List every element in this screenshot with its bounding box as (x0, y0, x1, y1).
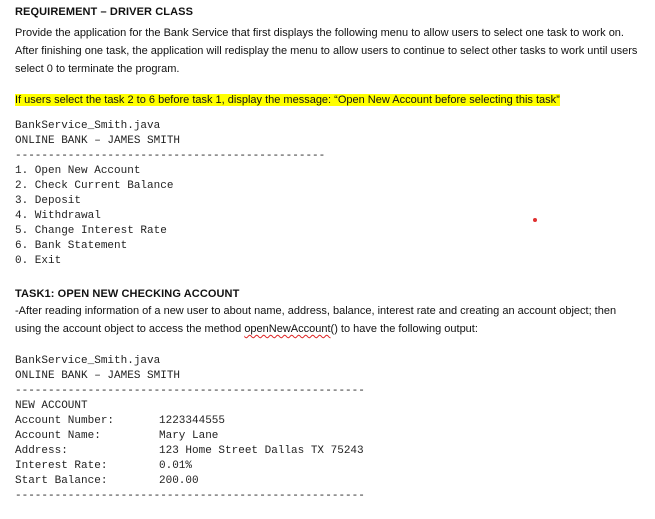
field-label: Account Name: (15, 430, 101, 442)
menu-item: 6. Bank Statement (15, 240, 128, 252)
output-file-name: BankService_Smith.java (15, 355, 161, 367)
menu-item: 5. Change Interest Rate (15, 225, 167, 237)
menu-block (15, 119, 645, 269)
highlighted-note: If users select the task 2 to 6 before task 1, display the message: “Open New Account before selecting this task” (15, 94, 560, 106)
field-label: Account Number: (15, 415, 115, 427)
output-row (15, 414, 645, 429)
output-row (15, 444, 645, 459)
field-value: 200.00 (159, 475, 199, 487)
red-dot-mark (533, 218, 537, 222)
field-value: 123 Home Street Dallas TX 75243 (159, 445, 364, 457)
requirement-heading: REQUIREMENT – DRIVER CLASS (15, 6, 194, 18)
task1-text-before: -After reading information of a new user to about name, address, balance, interest rate and creating an account object; then using the account object to access the method (15, 305, 617, 335)
field-label: Address: (15, 445, 68, 457)
method-name: openNewAccount (244, 323, 331, 335)
requirement-paragraph: Provide the application for the Bank Service that first displays the following menu to allow users to select one task to work on. After finishing one task, the application will redisplay the menu to allow users to continue to select other tasks to work until users select 0 to terminate the program. (15, 27, 638, 75)
menu-item: 3. Deposit (15, 195, 82, 207)
highlight-line (15, 90, 645, 109)
task1-paragraph (15, 302, 645, 338)
document (15, 6, 645, 504)
menu-bank-title: ONLINE BANK – JAMES SMITH (15, 135, 181, 147)
menu-item: 2. Check Current Balance (15, 180, 174, 192)
field-value: Mary Lane (159, 430, 219, 442)
menu-item: 1. Open New Account (15, 165, 141, 177)
task1-text-after: () to have the following output: (330, 323, 478, 335)
field-value: 1223344555 (159, 415, 226, 427)
menu-divider: ----------------------------------------------- (15, 150, 326, 162)
menu-item: 0. Exit (15, 255, 62, 267)
menu-item: 4. Withdrawal (15, 210, 101, 222)
output-title: NEW ACCOUNT (15, 400, 88, 412)
output-row (15, 474, 645, 489)
output-row (15, 429, 645, 444)
output-block (15, 354, 645, 504)
task1-heading: TASK1: OPEN NEW CHECKING ACCOUNT (15, 288, 240, 300)
output-divider-bottom: ----------------------------------------------------- (15, 490, 365, 502)
menu-file-name: BankService_Smith.java (15, 120, 161, 132)
field-value: 0.01% (159, 460, 193, 472)
output-row (15, 459, 645, 474)
field-label: Start Balance: (15, 475, 108, 487)
output-bank-title: ONLINE BANK – JAMES SMITH (15, 370, 181, 382)
field-label: Interest Rate: (15, 460, 108, 472)
output-divider-top: ----------------------------------------------------- (15, 385, 365, 397)
